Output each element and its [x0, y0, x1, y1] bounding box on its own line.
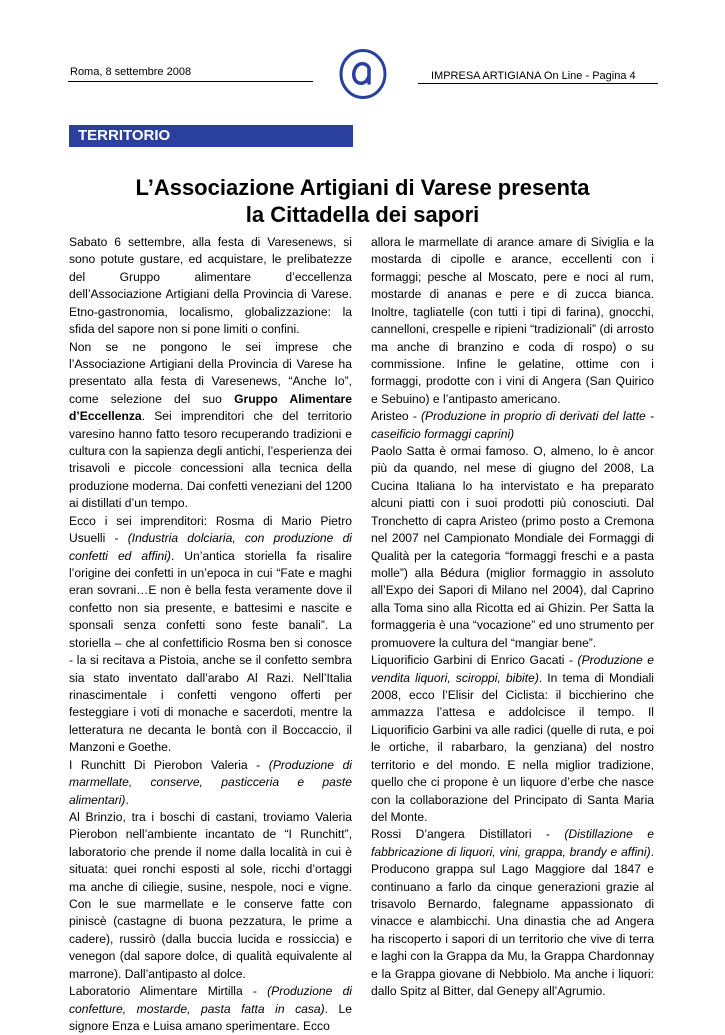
- article-paragraph: [371, 408, 654, 443]
- article-paragraph: [371, 443, 654, 652]
- text-run: allora le marmellate di arance amare di Siviglia e la mostarda di cipolle e arance, eccellenti con i formaggi; pesche al Moscato, pere e noci al rum, mostarde di ananas e pere e di zucca bianca. Inoltre, tagliatelle (con tutti i tipi di farina), gnocchi, cannelloni, crespelle e ripieni “tradizionali” (di arrosto ma anche di branzino e coda di rospo) o su commissione. Infine le gelatine, ottime con i formaggi, prodotte con i vini di Angera (San Quirico e Sebuino) e l’antipasto americano.: [371, 235, 654, 406]
- text-run: . Producono grappa sul Lago Maggiore dal 1847 e continuano a farlo da cinque generazioni grazie al trisavolo Bernardo, falegname appassionato di vinacce e alambicchi. Una dinastia che ad Angera ha riscoperto i sapori di un territorio che vive di terra e laghi con la Grappa da Mu, la Grappa Chardonnay e la Grappa giovane di Nebbiolo. Ma anche i liquori: dallo Spitz al Bitter, dal Genepy all’Agrumio.: [371, 844, 654, 999]
- text-run: Aristeo -: [371, 409, 422, 424]
- italic-text: (Produzione di marmellate, conserve, pasticceria e paste alimentari): [69, 757, 352, 807]
- text-run: . Un’antica storiella fa risalire l’origine dei confetti in un’epoca in cui “Fate e maghi eran sovrani…E non è bella festa veramente dove il confetto non sia presente, e battesimi e nascite e sponsali senza confetti sono feste banali”. La storiella – che al confettificio Rosma ben si conosce - la si recitava a Pistoia, anche se il confetto sembra sia stato inventato dall’arabo Al Razi. Nell’Italia rinascimentale i confetti vengono offerti per festeggiare i voti di monache e sacerdoti, mentre la letteratura ne decanta le bontà con il Boccaccio, il Manzoni e Goethe.: [69, 548, 352, 755]
- text-run: Rossi D’angera Distillatori -: [371, 827, 565, 842]
- article-paragraph: [371, 826, 654, 1000]
- article-title-line-2: la Cittadella dei sapori: [245, 202, 480, 227]
- article-paragraph: [69, 339, 352, 513]
- publication-logo-icon: [338, 48, 388, 100]
- article-paragraph: [69, 983, 352, 1035]
- header-rule-left: [68, 81, 313, 82]
- article-title-line-1: L’Associazione Artigiani di Varese presenta: [135, 175, 590, 200]
- text-run: Al Brinzio, tra i boschi di castani, troviamo Valeria Pierobon nell’ambiente incantato de “I Runchitt”, laboratorio che prende il nome dalla località in cui è situata: quei ronchi esposti al sole, ricchi d’ortaggi ma anche di ciliegie, susine, nespole, noci e vigne. Con le sue marmellate e le conserve fatte con piniscè (castagne di buona pezzatura, le prime a cadere), russirò (dalla buccia lucida e rossiccia) e venegon (dal sapore dolce, di qualità equivalente al marrone). Dall’antipasto al dolce.: [69, 809, 352, 981]
- text-run: Laboratorio Alimentare Mirtilla -: [69, 984, 268, 999]
- italic-text: (Produzione di confetture, mostarde, pasta fatta in casa): [69, 984, 352, 1016]
- text-run: . In tema di Mondiali 2008, ecco l’Elisir del Ciclista: il bicchierino che ammazza l’attesa e addolcisce il tempo. Il Liquorificio Garbini va alle radici (quelle di ruta, e poi le ortiche, il rabarbaro, la genziana) del nostro territorio e del mondo. E nella miglior tradizione, quello che ci propone è un liquore d’erbe che nasce con la collaborazione del Principato di Santa Maria del Monte.: [371, 670, 654, 824]
- header-rule-right: [418, 83, 658, 84]
- article-column-right: [371, 234, 654, 1001]
- article-paragraph: [371, 652, 654, 826]
- text-run: Non se ne pongono le sei imprese che l’Associazione Artigiani della Provincia di Varese ha presentato alla festa di Varesenews, “Anche Io”, come selezione del suo: [69, 339, 352, 406]
- text-run: Sabato 6 settembre, alla festa di Varesenews, si sono potute gustare, ed acquistare, le prelibatezze del Gruppo alimentare d’eccellenza dell’Associazione Artigiani della Provincia di Varese. Etno-gastronomia, localismo, globalizzazione: la sfida del sapore non si pone limiti o confini.: [69, 235, 352, 337]
- article-paragraph: [69, 809, 352, 983]
- article-paragraph: [69, 757, 352, 809]
- text-run: I Runchitt Di Pierobon Valeria -: [69, 757, 269, 772]
- section-label: TERRITORIO: [69, 125, 353, 147]
- text-run: . Sei imprenditori che del territorio varesino hanno fatto tesoro recuperando tradizioni e cultura con la sapienza degli antichi, l’esperienza dei trisavoli e piccole concessioni alla tecnica della produzione moderna. Dai confetti veneziani del 1200 ai distillati d’un tempo.: [69, 409, 352, 511]
- text-run: Liquorificio Garbini di Enrico Gacati -: [371, 653, 578, 668]
- italic-text: (Industria dolciaria, con produzione di confetti ed affini): [69, 531, 352, 563]
- article-paragraph: [69, 234, 352, 339]
- article-paragraph: [69, 513, 352, 757]
- text-run: .: [125, 792, 129, 807]
- publication-name: IMPRESA ARTIGIANA On Line - Pagina 4: [431, 70, 636, 82]
- article-paragraph: [371, 234, 654, 408]
- bold-text: Gruppo Alimentare d’Eccellenza: [69, 391, 352, 424]
- italic-text: (Distillazione e fabbricazione di liquori, vini, grappa, brandy e affini): [371, 827, 654, 859]
- italic-text: (Produzione e vendita liquori, sciroppi, bibite): [371, 653, 654, 685]
- issue-date: Roma, 8 settembre 2008: [70, 66, 192, 78]
- text-run: Paolo Satta è ormai famoso. O, almeno, lo è ancor più da quando, nel mese di giugno del 2008, La Cucina Italiana lo ha intervistato e ha preparato alcuni piatti con i suoi prodotti più conosciuti. Dal Tronchetto di capra Aristeo (primo posto a Cremona nel 2007 nel Campionato Mondiale dei Formaggi di Qualità per la categoria “formaggi freschi e a pasta molle”) alla Bédura (miglior formaggio in assoluto all’Expo dei Sapori di Milano nel 2004), dal Caprino alla Toma sino alla Ricotta ed ai Ghizin. Per Satta la formaggeria è una “vocazione” ed uno strumento per promuovere la cultura del “mangiar bene”.: [371, 444, 654, 650]
- article-column-left: [69, 234, 352, 1035]
- text-run: . Le signore Enza e Luisa amano sperimentare. Ecco: [69, 1001, 352, 1033]
- article-title: [40, 174, 685, 228]
- italic-text: (Produzione in proprio di derivati del latte - caseificio formaggi caprini): [371, 409, 654, 441]
- text-run: Ecco i sei imprenditori: Rosma di Mario Pietro Usuelli -: [69, 513, 352, 546]
